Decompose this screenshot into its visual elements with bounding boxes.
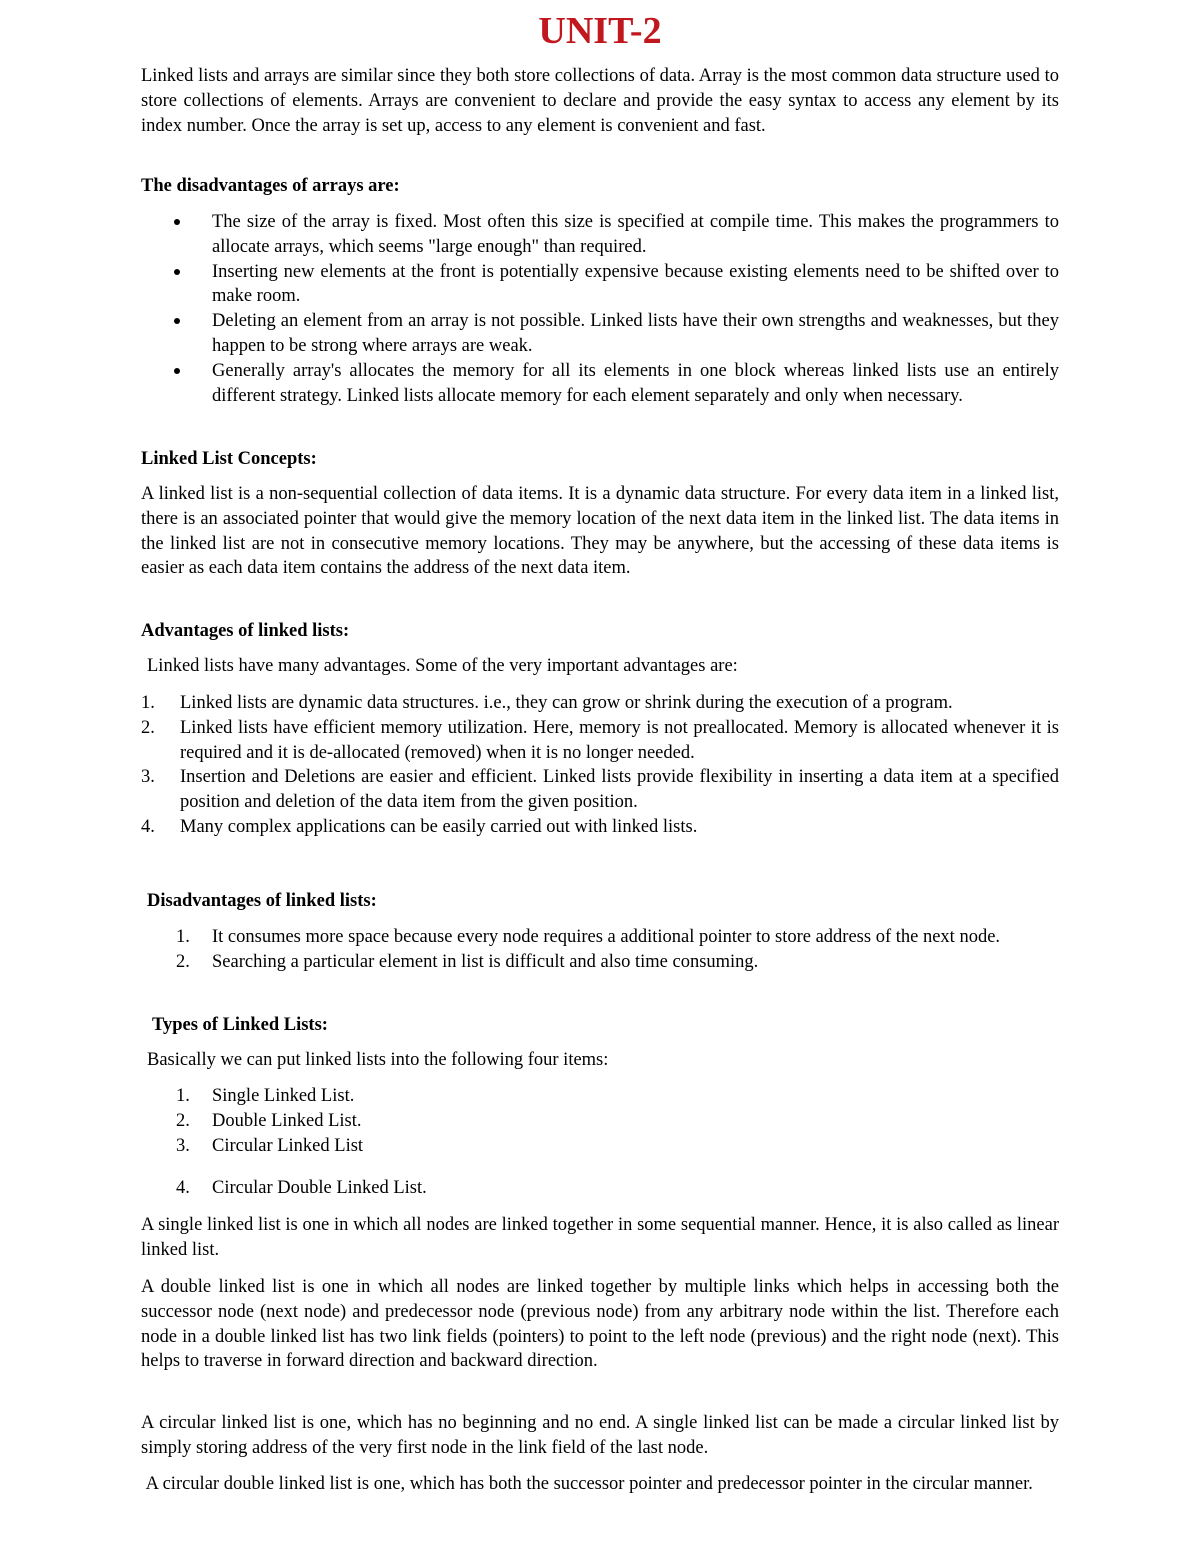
list-item-text: Insertion and Deletions are easier and efficient. Linked lists provide flexibility in inserting a data item at a specified position and deletion of the data item from the given position.	[180, 767, 1059, 813]
list-number: 2.	[176, 951, 190, 972]
list-number: 3.	[176, 1135, 190, 1156]
list-number: 3.	[141, 767, 155, 788]
list-item	[176, 1134, 1059, 1159]
list-item-text: Single Linked List.	[212, 1086, 355, 1106]
list-item	[141, 765, 1059, 815]
list-item	[141, 815, 1059, 840]
list-number: 4.	[141, 816, 155, 837]
list-item	[176, 1084, 1059, 1109]
list-number: 2.	[141, 717, 155, 738]
list-item	[141, 359, 1059, 409]
types-lead	[147, 1048, 1059, 1073]
types-lead-text: Basically we can put linked lists into the following four items:	[147, 1050, 609, 1070]
list-item-text: Linked lists have efficient memory utilization. Here, memory is not preallocated. Memory is allocated whenever it is required and it is de-allocated (removed) when it is no longer needed.	[180, 717, 1059, 763]
list-item	[176, 1176, 1059, 1201]
list-item-text: It consumes more space because every node requires a additional pointer to store address of the next node.	[212, 927, 1001, 947]
list-number: 1.	[141, 693, 155, 713]
list-item-text: Generally array's allocates the memory for all its elements in one block whereas linked lists use an entirely different strategy. Linked lists allocate memory for each element separately and only when necessary.	[212, 360, 1059, 406]
ll-disadvantages-list	[141, 925, 1059, 975]
list-item-text: Double Linked List.	[212, 1110, 362, 1131]
list-item	[176, 925, 1059, 950]
list-item-text: The size of the array is fixed. Most often this size is specified at compile time. This makes the programmers to allocate arrays, which seems "large enough" than required.	[212, 212, 1059, 257]
single-description-text: A single linked list is one in which all nodes are linked together in some sequential manner. Hence, it is also called as linear linked list.	[141, 1215, 1059, 1260]
list-item	[141, 716, 1059, 766]
list-item	[141, 309, 1059, 359]
advantages-lead	[147, 654, 1059, 679]
list-number: 1.	[176, 927, 190, 947]
intro-paragraph	[141, 64, 1059, 138]
advantages-list	[141, 691, 1059, 840]
list-number: 1.	[176, 1086, 190, 1106]
list-item-text: Many complex applications can be easily carried out with linked lists.	[180, 816, 698, 837]
circular-double-description-text: A circular double linked list is one, which has both the successor pointer and predecessor pointer in the circular manner.	[141, 1474, 1033, 1494]
list-item	[141, 260, 1059, 310]
list-item-text: Circular Double Linked List.	[212, 1178, 427, 1199]
list-item	[141, 210, 1059, 260]
concepts-heading: Linked List Concepts:	[141, 449, 317, 469]
ll-disadvantages-heading: Disadvantages of linked lists:	[147, 891, 377, 911]
list-item	[176, 1109, 1059, 1134]
page-title: UNIT-2	[538, 10, 662, 52]
list-item	[176, 950, 1059, 975]
double-description	[141, 1275, 1059, 1374]
list-number: 4.	[176, 1178, 190, 1199]
intro-text: Linked lists and arrays are similar since they both store collections of data. Array is the most common data structure used to store collections of elements. Arrays are convenient to declare and provide the easy syntax to access any element by its index number. Once the array is set up, access to any element is convenient and fast.	[141, 66, 1059, 136]
list-item-text: Searching a particular element in list is difficult and also time consuming.	[212, 951, 759, 972]
concepts-paragraph	[141, 482, 1059, 581]
list-item-text: Deleting an element from an array is not possible. Linked lists have their own strengths and weaknesses, but they happen to be strong where arrays are weak.	[212, 311, 1059, 356]
list-item	[141, 691, 1059, 716]
array-disadvantages-heading: The disadvantages of arrays are:	[141, 176, 400, 196]
advantages-heading: Advantages of linked lists:	[141, 621, 350, 641]
list-item-text: Linked lists are dynamic data structures. i.e., they can grow or shrink during the execution of a program.	[180, 693, 953, 713]
circular-description-text: A circular linked list is one, which has no beginning and no end. A single linked list can be made a circular linked list by simply storing address of the very first node in the link field of the last node.	[141, 1413, 1059, 1458]
types-list	[141, 1084, 1059, 1201]
list-number: 2.	[176, 1110, 190, 1131]
single-description	[141, 1213, 1059, 1263]
list-item-text: Circular Linked List	[212, 1135, 364, 1156]
advantages-lead-text: Linked lists have many advantages. Some of the very important advantages are:	[147, 656, 738, 676]
concepts-text: A linked list is a non-sequential collection of data items. It is a dynamic data structure. For every data item in a linked list, there is an associated pointer that would give the memory location of the next data item in the linked list. The data items in the linked list are not in consecutive memory locations. They may be anywhere, but the accessing of these data items is easier as each data item contains the address of the next data item.	[141, 484, 1059, 579]
array-disadvantages-list	[141, 210, 1059, 408]
double-description-text: A double linked list is one in which all nodes are linked together by multiple links which helps in accessing both the successor node (next node) and predecessor node (previous node) from any arbitrary node within the list. Therefore each node in a double linked list has two link fields (pointers) to point to the left node (previous) and the right node (next). This helps to traverse in forward direction and backward direction.	[141, 1277, 1059, 1372]
types-heading: Types of Linked Lists:	[152, 1015, 328, 1035]
circular-double-description	[141, 1472, 1059, 1497]
list-item-text: Inserting new elements at the front is potentially expensive because existing elements need to be shifted over to make room.	[212, 261, 1059, 307]
circular-description	[141, 1411, 1059, 1461]
